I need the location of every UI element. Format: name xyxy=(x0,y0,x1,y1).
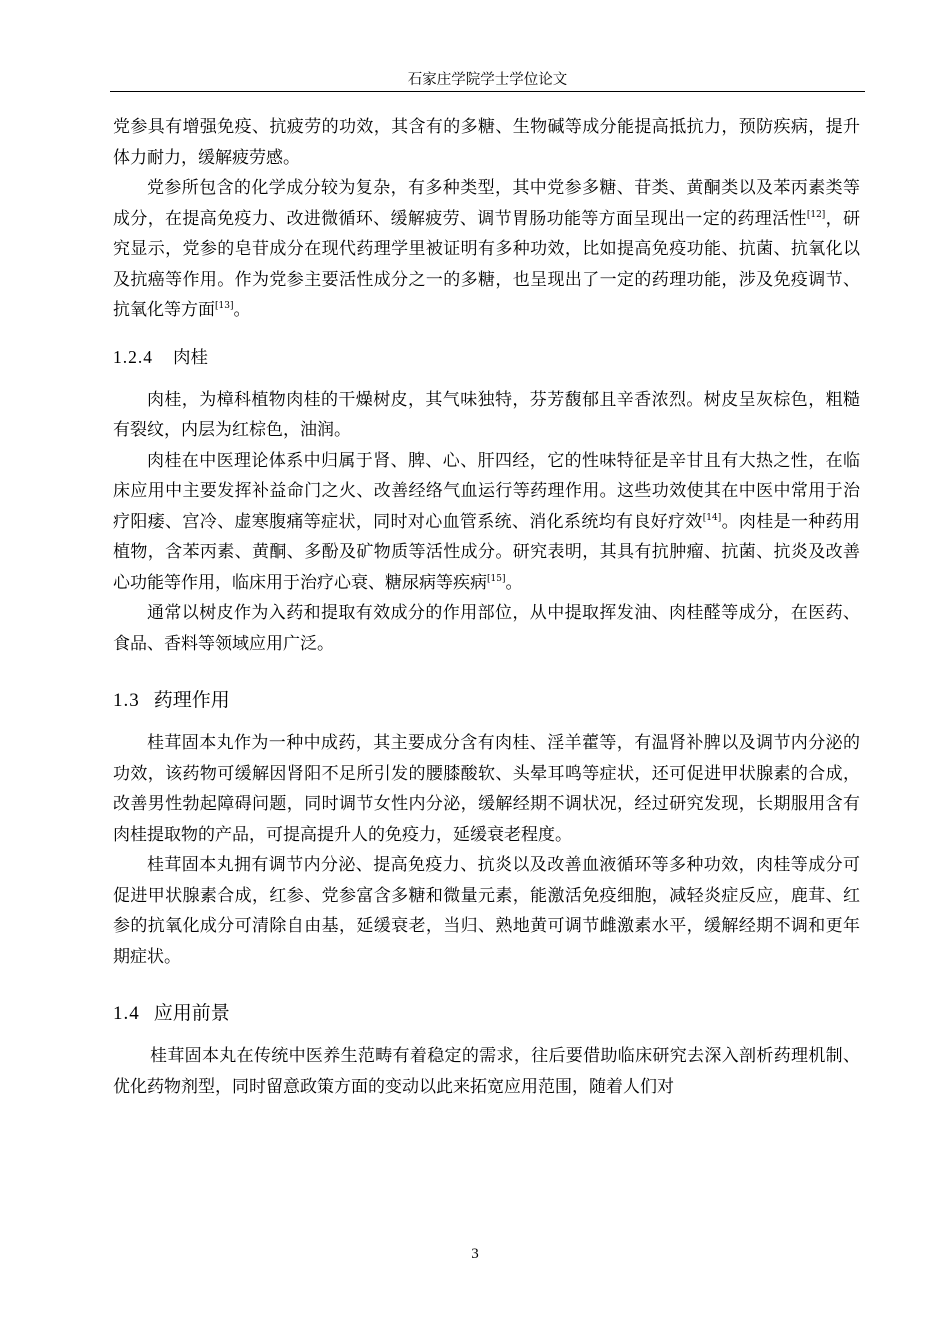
paragraph: 党参具有增强免疫、抗疲劳的功效，其含有的多糖、生物碱等成分能提高抵抗力，预防疾病，提升体力耐力，缓解疲劳感。 xyxy=(113,117,860,168)
section-number: 1.2.4 xyxy=(113,346,153,367)
paragraph: 肉桂，为樟科植物肉桂的干燥树皮，其气味独特，芬芳馥郁且辛香浓烈。树皮呈灰棕色，粗糙有裂纹，内层为红棕色，油润。 xyxy=(113,389,860,440)
paragraph: 肉桂在中医理论体系中归属于肾、脾、心、肝四经，它的性味特征是辛甘且有大热之性，在临床应用中主要发挥补益命门之火、改善经络气血运行等药理作用。这些功效使其在中医中常用于治疗阳痿、宫冷、虚寒腹痛等症状，同时对心血管系统、消化系统均有良好疗效[14]。肉桂是一种药用植物，含苯丙素、黄酮、多酚及矿物质等活性成分。研究表明，其具有抗肿瘤、抗菌、抗炎及改善心功能等作用，临床用于治疗心衰、糖尿病等疾病[15]。 xyxy=(113,450,860,593)
section-title: 药理作用 xyxy=(153,689,230,711)
header-divider xyxy=(110,91,865,92)
citation: [13] xyxy=(215,301,234,311)
paragraph: 通常以树皮作为入药和提取有效成分的作用部位，从中提取挥发油、肉桂醛等成分，在医药、食品、香料等领域应用广泛。 xyxy=(113,603,860,654)
citation: [15] xyxy=(487,573,506,584)
section-heading-1-3 xyxy=(113,685,860,716)
page-number: 3 xyxy=(471,1246,479,1262)
page-header: 石家庄学院学士学位论文 xyxy=(407,72,568,88)
citation: [14] xyxy=(702,512,722,523)
citation: [12] xyxy=(806,209,826,220)
page-content xyxy=(113,112,860,1102)
paragraph: 桂茸固本丸在传统中医养生范畴有着稳定的需求，往后要借助临床研究去深入剖析药理机制、优化药物剂型，同时留意政策方面的变动以此来拓宽应用范围，随着人们对 xyxy=(113,1046,860,1097)
paragraph: 党参所包含的化学成分较为复杂，有多种类型，其中党参多糖、苷类、黄酮类以及苯丙素类等成分，在提高免疫力、改进微循环、缓解疲劳、调节胃肠功能等方面呈现出一定的药理活性[12]，研究显示，党参的皂苷成分在现代药理学里被证明有多种功效，比如提高免疫功能、抗菌、抗氧化以及抗癌等作用。作为党参主要活性成分之一的多糖，也呈现出了一定的药理功能，涉及免疫调节、抗氧化等方面[13]。 xyxy=(113,178,861,320)
section-heading-1-4 xyxy=(113,998,860,1029)
section-heading-1-2-4 xyxy=(113,342,860,373)
paragraph: 桂茸固本丸作为一种中成药，其主要成分含有肉桂、淫羊藿等，有温肾补脾以及调节内分泌的功效，该药物可缓解因肾阳不足所引发的腰膝酸软、头晕耳鸣等症状，还可促进甲状腺素的合成，改善男性勃起障碍问题，同时调节女性内分泌，缓解经期不调状况，经过研究发现，长期服用含有肉桂提取物的产品，可提高提升人的免疫力，延缓衰老程度。 xyxy=(113,733,860,845)
section-number: 1.3 xyxy=(113,690,140,711)
paragraph: 桂茸固本丸拥有调节内分泌、提高免疫力、抗炎以及改善血液循环等多种功效，肉桂等成分可促进甲状腺素合成，红参、党参富含多糖和微量元素，能激活免疫细胞，减轻炎症反应，鹿茸、红参的抗氧化成分可清除自由基，延缓衰老，当归、熟地黄可调节雌激素水平，缓解经期不调和更年期症状。 xyxy=(113,855,860,967)
section-number: 1.4 xyxy=(113,1003,140,1024)
section-title: 应用前景 xyxy=(153,1002,230,1024)
section-title: 肉桂 xyxy=(173,347,208,368)
